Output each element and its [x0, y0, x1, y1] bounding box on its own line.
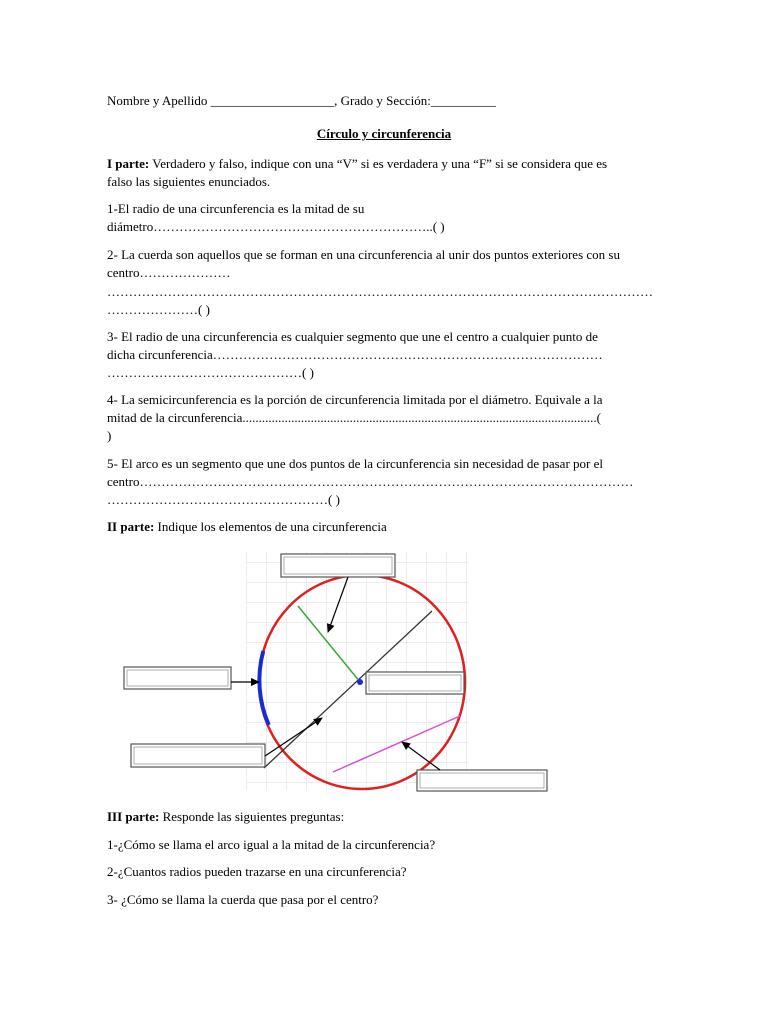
part3-question-1: 1-¿Cómo se llama el arco igual a la mitad de la circunferencia?: [107, 837, 436, 852]
question-2-answer-line: …………………( ): [107, 302, 210, 317]
answer-box-bottom-left[interactable]: [131, 744, 265, 767]
question-4-text-cont: mitad de la circunferencia.............................................................................................................(: [107, 410, 601, 425]
part3-intro: [107, 808, 344, 826]
question-4-text: 4- La semicircunferencia es la porción de circunferencia limitada por el diámetro. Equivale a la: [107, 392, 603, 407]
center-point: [357, 679, 363, 685]
question-5-text: 5- El arco es un segmento que une dos puntos de la circunferencia sin necesidad de pasar por el: [107, 456, 603, 471]
question-3-text-cont: dicha circunferencia………………………………………………………………………………: [107, 347, 603, 362]
worksheet-title: Círculo y circunferencia: [316, 126, 452, 141]
question-3-answer-line: ………………………………………( ): [107, 365, 314, 380]
part1-heading: I parte:: [107, 156, 150, 171]
part3-instruction: Responde las siguientes preguntas:: [159, 809, 345, 824]
part2-instruction: Indique los elementos de una circunferencia: [154, 519, 387, 534]
question-1-answer-line: diámetro………………………………………………………..( ): [107, 219, 445, 234]
part3-question-2: 2-¿Cuantos radios pueden trazarse en una circunferencia?: [107, 864, 407, 879]
question-4-answer-line: ): [107, 428, 112, 443]
part3-heading: III parte:: [107, 809, 160, 824]
part1-instruction: Verdadero y falso, indique con una “V” si es verdadera y una “F” si se considera que es: [149, 156, 608, 171]
question-2-dots: ………………………………………………………………………………………………………………: [107, 284, 653, 299]
question-2-text: 2- La cuerda son aquellos que se forman en una circunferencia al unir dos puntos exteriores con su: [107, 247, 620, 262]
part1-instruction-cont: falso las siguientes enunciados.: [107, 174, 271, 189]
name-grade-line: Nombre y Apellido ___________________, Grado y Sección:__________: [107, 93, 496, 108]
question-2-text-cont: centro…………………: [107, 265, 231, 280]
answer-box-top[interactable]: [281, 554, 395, 577]
question-5-text-cont: centro……………………………………………………………………………………………………: [107, 474, 634, 489]
question-5-answer-line: ……………………………………………( ): [107, 492, 340, 507]
part3-question-3: 3- ¿Cómo se llama la cuerda que pasa por el centro?: [107, 892, 379, 907]
question-1-text: 1-El radio de una circunferencia es la mitad de su: [107, 201, 365, 216]
question-3-text: 3- El radio de una circunferencia es cualquier segmento que une el centro a cualquier punto de: [107, 329, 598, 344]
part2-heading: II parte:: [107, 519, 155, 534]
